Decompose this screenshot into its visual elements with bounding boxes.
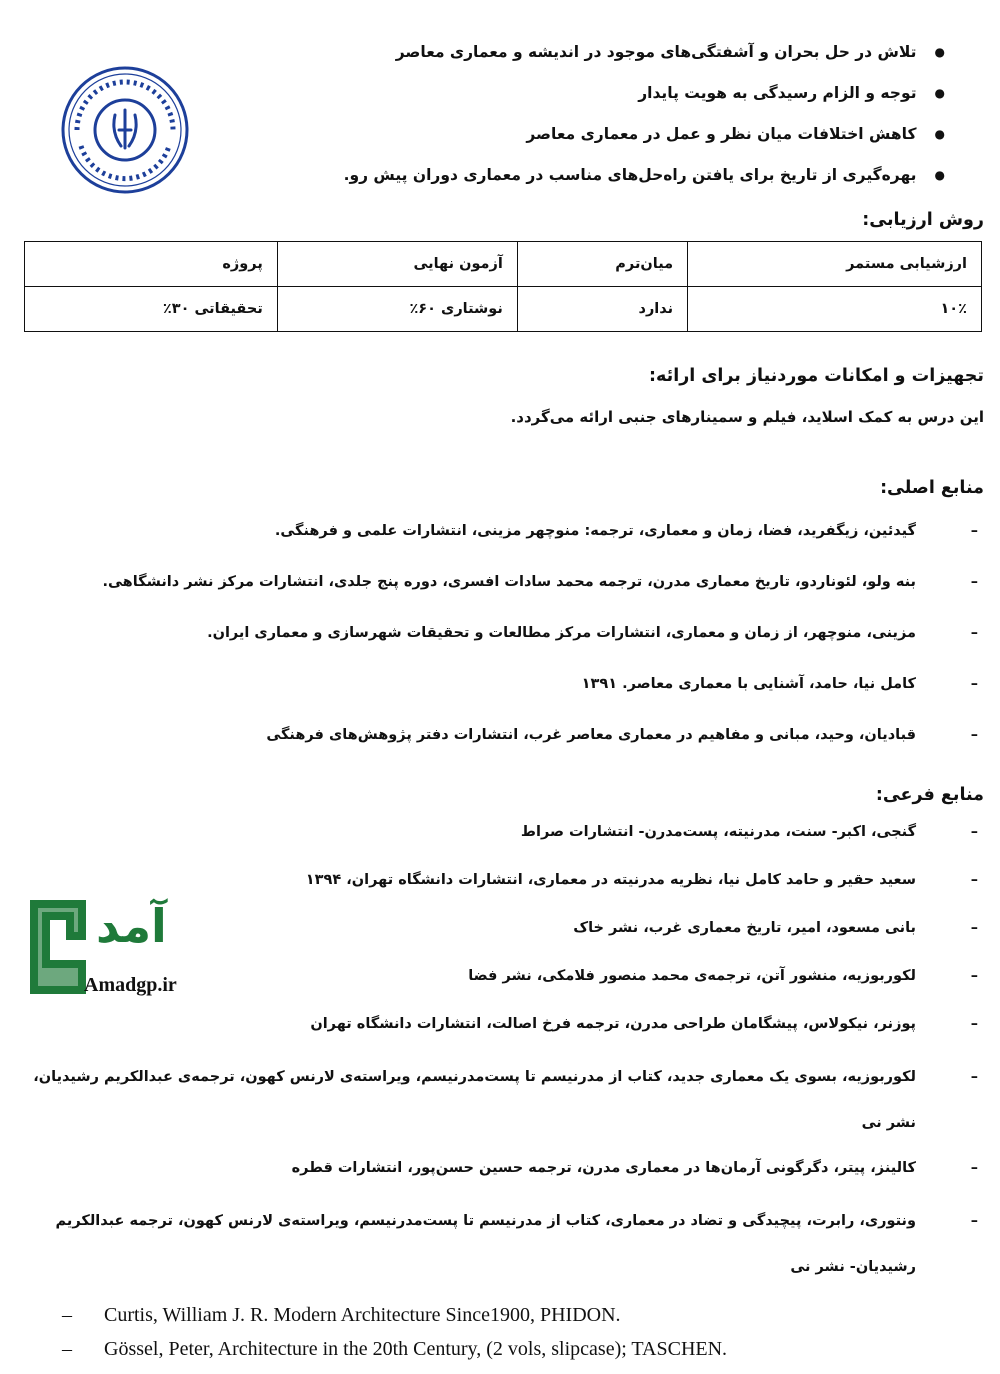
goal-item: ● تلاش در حل بحران و آشفتگی‌های موجود در اندیشه و معماری معاصر bbox=[325, 32, 945, 73]
latin-references bbox=[62, 1298, 727, 1366]
table-cell: ندارد bbox=[517, 287, 687, 332]
list-item: – قبادیان، وحید، مبانی و مفاهیم در معماری معاصر غرب، انتشارات دفتر پژوهش‌های فرهنگی bbox=[20, 717, 978, 768]
dash-bullet: – bbox=[62, 1338, 72, 1360]
table-cell: ۱۰٪ bbox=[688, 287, 982, 332]
latin-ref-item bbox=[62, 1298, 727, 1332]
table-cell: ارزشیابی مستمر bbox=[688, 242, 982, 287]
goal-item: ● توجه و الزام رسیدگی به هویت پایدار bbox=[325, 73, 945, 114]
list-item: – گیدئین، زیگفرید، فضا، زمان و معماری، ترجمه: منوچهر مزینی، انتشارات علمی و فرهنگی. bbox=[20, 513, 978, 564]
table-cell: پروژه bbox=[25, 242, 278, 287]
list-item: – سعید حقیر و حامد کامل نیا، نظریه مدرنیته در معماری، انتشارات دانشگاه تهران، ۱۳۹۴ bbox=[20, 862, 978, 910]
logo-mark-text: آمد bbox=[96, 899, 167, 953]
list-item: – کامل نیا، حامد، آشنایی با معماری معاصر. ۱۳۹۱ bbox=[20, 666, 978, 717]
table-cell: تحقیقاتی ۳۰٪ bbox=[25, 287, 278, 332]
official-seal-icon bbox=[55, 60, 195, 200]
latin-ref-text: Curtis, William J. R. Modern Architecture Since1900, PHIDON. bbox=[104, 1304, 621, 1326]
list-item: – پوزنر، نیکولاس، پیشگامان طراحی مدرن، ترجمه فرخ اصالت، انتشارات دانشگاه تهران bbox=[20, 1006, 978, 1054]
table-header-row bbox=[25, 242, 982, 287]
goals-list bbox=[325, 32, 945, 196]
table-row bbox=[25, 287, 982, 332]
table-cell: آزمون نهایی bbox=[277, 242, 517, 287]
evaluation-heading: روش ارزیابی: bbox=[862, 210, 984, 230]
sub-sources-heading: منابع فرعی: bbox=[875, 785, 984, 805]
sub-sources-list bbox=[20, 814, 978, 1294]
list-item: – کالینز، پیتر، دگرگونی آرمان‌ها در معماری مدرن، ترجمه حسین حسن‌پور، انتشارات قطره bbox=[20, 1150, 978, 1198]
main-sources-heading: منابع اصلی: bbox=[880, 478, 984, 498]
equipment-heading: تجهیزات و امکانات موردنیاز برای ارائه: bbox=[649, 366, 984, 386]
table-cell: میان‌ترم bbox=[517, 242, 687, 287]
latin-ref-text: Gössel, Peter, Architecture in the 20th Century, (2 vols, slipcase); TASCHEN. bbox=[104, 1338, 728, 1360]
evaluation-table bbox=[24, 241, 982, 332]
goal-item: ● بهره‌گیری از تاریخ برای یافتن راه‌حل‌های مناسب در معماری دوران پیش رو. bbox=[325, 155, 945, 196]
list-item: – بانی مسعود، امیر، تاریخ معماری غرب، نشر خاک bbox=[20, 910, 978, 958]
equipment-text: این درس به کمک اسلاید، فیلم و سمینارهای جنبی ارائه می‌گردد. bbox=[510, 408, 984, 426]
list-item: – بنه ولو، لئوناردو، تاریخ معماری مدرن، ترجمه محمد سادات افسری، دوره پنج جلدی، انتشارات مرکز نشر دانشگاهی. bbox=[20, 564, 978, 615]
list-item: – لکوربوزیه، منشور آتن، ترجمه‌ی محمد منصور فلامکی، نشر فضا bbox=[20, 958, 978, 1006]
list-item: – گنجی، اکبر- سنت، مدرنیته، پست‌مدرن- انتشارات صراط bbox=[20, 814, 978, 862]
latin-ref-item bbox=[62, 1332, 727, 1366]
logo-text: Amadgp.ir bbox=[84, 974, 177, 996]
dash-bullet: – bbox=[62, 1304, 72, 1326]
list-item: – ونتوری، رابرت، پیچیدگی و تضاد در معماری، کتاب از مدرنیسم تا پست‌مدرنیسم، ویراسته‌ی لارنس کهون، ترجمه عبدالکریم رشیدیان- نشر نی bbox=[20, 1198, 978, 1294]
list-item: – لکوربوزیه، بسوی یک معماری جدید، کتاب از مدرنیسم تا پست‌مدرنیسم، ویراسته‌ی لارنس کهون، ترجمه‌ی عبدالکریم رشیدیان، نشر نی bbox=[20, 1054, 978, 1150]
table-cell: نوشتاری ۶۰٪ bbox=[277, 287, 517, 332]
main-sources-list bbox=[20, 513, 978, 768]
list-item: – مزینی، منوچهر، از زمان و معماری، انتشارات مرکز مطالعات و تحقیقات شهرسازی و معماری ایران. bbox=[20, 615, 978, 666]
goal-item: ● کاهش اختلافات میان نظر و عمل در معماری معاصر bbox=[325, 114, 945, 155]
